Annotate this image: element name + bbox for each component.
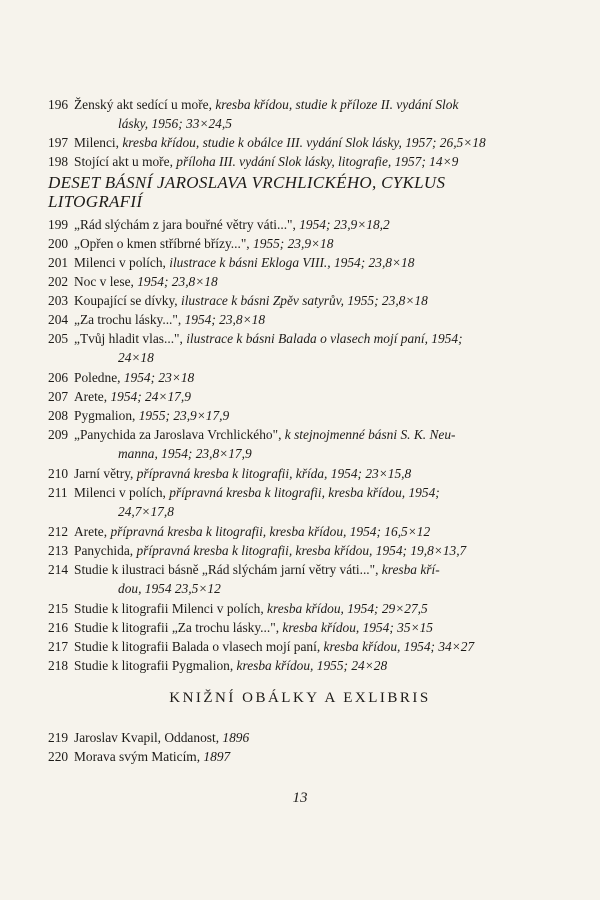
entry-details: ilustrace k básni Zpěv satyrův, 1955; 23,8×18 xyxy=(180,293,428,308)
entry-details: kresba křídou, 1955; 24×28 xyxy=(236,658,388,673)
entry-continuation: lásky, 1956; 33×24,5 xyxy=(118,116,232,131)
entry-number: 209 xyxy=(48,427,69,442)
entry-205 xyxy=(48,329,508,367)
entry-198 xyxy=(48,152,508,171)
entry-219 xyxy=(48,728,508,747)
entry-number: 198 xyxy=(48,154,69,169)
entry-title: „Za trochu lásky...", xyxy=(74,312,185,327)
entry-213 xyxy=(48,541,508,560)
entry-details: kresba křídou, 1954; 29×27,5 xyxy=(267,601,428,616)
entry-title: Studie k litografii „Za trochu lásky...", xyxy=(74,620,283,635)
entry-details: 1954; 23,9×18,2 xyxy=(299,217,390,232)
entry-title: Arete, xyxy=(74,389,111,404)
entry-215 xyxy=(48,599,508,618)
entry-209 xyxy=(48,425,508,463)
entry-number: 203 xyxy=(48,293,69,308)
entry-title: Morava svým Maticím, xyxy=(74,749,204,764)
entry-details: 1954; 23,8×18 xyxy=(184,312,266,327)
entry-details: 1897 xyxy=(203,749,231,764)
entry-details: kresba křídou, studie k obálce III. vydání Slok lásky, 1957; 26,5×18 xyxy=(122,135,486,150)
entry-title: Milenci, xyxy=(74,135,123,150)
entry-number: 197 xyxy=(48,135,69,150)
entry-title: „Tvůj hladit vlas...", xyxy=(74,331,187,346)
entry-number: 212 xyxy=(48,524,69,539)
entry-number: 213 xyxy=(48,543,69,558)
entry-title: Milenci v polích, xyxy=(74,255,170,270)
entry-continuation: manna, 1954; 23,8×17,9 xyxy=(118,446,252,461)
entry-211 xyxy=(48,483,508,521)
entry-details: ilustrace k básni Ekloga VIII., 1954; 23,8×18 xyxy=(169,255,415,270)
entry-204 xyxy=(48,310,508,329)
entry-number: 199 xyxy=(48,217,69,232)
entry-197 xyxy=(48,133,508,152)
entry-number: 205 xyxy=(48,331,69,346)
entry-title: Poledne, xyxy=(74,370,124,385)
entry-details: kresba křídou, 1954; 35×15 xyxy=(282,620,434,635)
entry-number: 216 xyxy=(48,620,69,635)
section-title: DESET BÁSNÍ JAROSLAVA VRCHLICKÉHO, CYKLUS LITOGRAFIÍ xyxy=(48,173,446,211)
page-number: 13 xyxy=(292,790,308,806)
entry-details: 1955; 23,9×17,9 xyxy=(138,408,230,423)
entry-continuation: dou, 1954 23,5×12 xyxy=(118,581,221,596)
entry-number: 219 xyxy=(48,730,69,745)
entry-title: „Rád slýchám z jara bouřné větry váti...", xyxy=(74,217,300,232)
entry-details: 1954; 24×17,9 xyxy=(110,389,191,404)
entry-218 xyxy=(48,656,508,675)
entry-title: Arete, xyxy=(74,524,111,539)
entry-217 xyxy=(48,637,508,656)
entry-number: 210 xyxy=(48,466,69,481)
entry-216 xyxy=(48,618,508,637)
entry-details: přípravná kresba k litografii, kresba křídou, 1954; xyxy=(169,485,440,500)
entry-title: Panychida, xyxy=(74,543,137,558)
entry-201 xyxy=(48,253,508,272)
entry-details: přípravná kresba k litografii, kresba křídou, 1954; 19,8×13,7 xyxy=(136,543,467,558)
entry-title: Stojící akt u moře, xyxy=(74,154,177,169)
section-heading: KNIŽNÍ OBÁLKY A EXLIBRIS xyxy=(169,690,431,706)
entry-number: 211 xyxy=(48,485,68,500)
entry-number: 206 xyxy=(48,370,69,385)
entry-title: Noc v lese, xyxy=(74,274,138,289)
entry-details: přípravná kresba k litografii, kresba křídou, 1954; 16,5×12 xyxy=(110,524,431,539)
entry-number: 201 xyxy=(48,255,69,270)
entry-210 xyxy=(48,464,508,483)
entry-number: 218 xyxy=(48,658,69,673)
entry-212 xyxy=(48,522,508,541)
entry-203 xyxy=(48,291,508,310)
entry-details: ilustrace k básni Balada o vlasech mojí paní, 1954; xyxy=(186,331,463,346)
entry-199 xyxy=(48,215,508,234)
entry-214 xyxy=(48,560,508,598)
entry-title: Ženský akt sedící u moře, xyxy=(74,97,216,112)
entry-details: kresba kří- xyxy=(381,562,440,577)
entry-continuation: 24,7×17,8 xyxy=(118,504,174,519)
entry-196 xyxy=(48,95,508,133)
entry-title: Milenci v polích, xyxy=(74,485,170,500)
entry-details: k stejnojmenné básni S. K. Neu- xyxy=(284,427,456,442)
entry-number: 196 xyxy=(48,97,69,112)
entry-title: Jaroslav Kvapil, Oddanost, xyxy=(74,730,223,745)
entry-number: 204 xyxy=(48,312,69,327)
entry-number: 200 xyxy=(48,236,69,251)
entry-details: kresba křídou, studie k příloze II. vydání Slok xyxy=(215,97,459,112)
entry-number: 217 xyxy=(48,639,69,654)
entry-202 xyxy=(48,272,508,291)
entry-208 xyxy=(48,406,508,425)
entry-title: Pygmalion, xyxy=(74,408,139,423)
entry-number: 207 xyxy=(48,389,69,404)
entry-200 xyxy=(48,234,508,253)
entry-number: 208 xyxy=(48,408,69,423)
entry-details: 1954; 23,8×18 xyxy=(137,274,218,289)
entry-details: 1954; 23×18 xyxy=(123,370,195,385)
entry-details: přípravná kresba k litografii, křída, 1954; 23×15,8 xyxy=(136,466,412,481)
entry-title: „Opřen o kmen stříbrné břízy...", xyxy=(74,236,253,251)
entry-title: Studie k litografii Balada o vlasech mojí paní, xyxy=(74,639,324,654)
entry-details: 1896 xyxy=(222,730,250,745)
entry-title: Jarní větry, xyxy=(74,466,137,481)
entry-title: Studie k litografii Milenci v polích, xyxy=(74,601,268,616)
entry-details: 1955; 23,9×18 xyxy=(253,236,334,251)
entry-number: 202 xyxy=(48,274,69,289)
entry-206 xyxy=(48,368,508,387)
entry-number: 215 xyxy=(48,601,69,616)
entry-continuation: 24×18 xyxy=(118,350,154,365)
entry-title: Studie k ilustraci básně „Rád slýchám jarní větry váti...", xyxy=(74,562,382,577)
entry-title: Koupající se dívky, xyxy=(74,293,181,308)
entry-title: „Panychida za Jaroslava Vrchlického", xyxy=(74,427,285,442)
entry-207 xyxy=(48,387,508,406)
entry-details: příloha III. vydání Slok lásky, litografie, 1957; 14×9 xyxy=(176,154,459,169)
entry-title: Studie k litografii Pygmalion, xyxy=(74,658,237,673)
entry-number: 220 xyxy=(48,749,69,764)
entry-number: 214 xyxy=(48,562,69,577)
entry-220 xyxy=(48,747,508,766)
entry-details: kresba křídou, 1954; 34×27 xyxy=(323,639,475,654)
